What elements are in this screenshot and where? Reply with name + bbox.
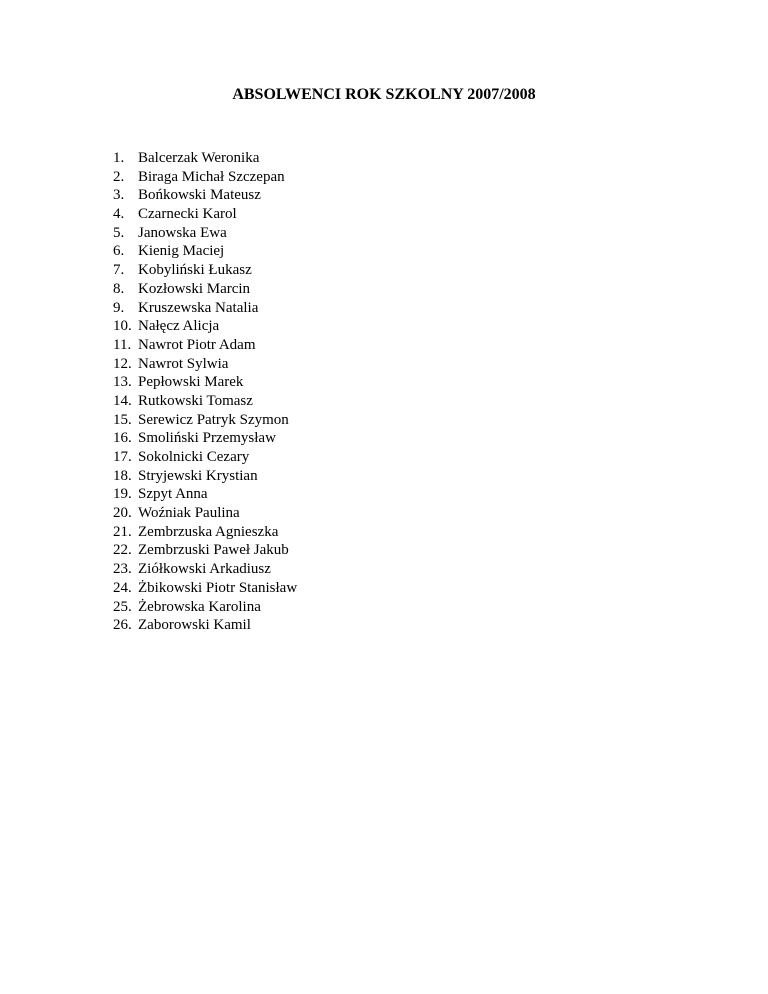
item-name: Serewicz Patryk Szymon [138,411,289,428]
item-name: Janowska Ewa [138,224,227,241]
list-item [113,280,297,299]
list-item [113,448,297,467]
list-item [113,336,297,355]
item-name: Żebrowska Karolina [138,598,261,615]
list-item [113,205,297,224]
item-name: Kruszewska Natalia [138,299,259,316]
list-item [113,149,297,168]
item-name: Kozłowski Marcin [138,280,251,297]
item-name: Zembrzuski Paweł Jakub [138,542,289,559]
item-name: Stryjewski Krystian [138,467,258,484]
item-number: 7. [113,262,125,279]
document-title: ABSOLWENCI ROK SZKOLNY 2007/2008 [232,86,536,103]
item-name: Sokolnicki Cezary [138,449,250,465]
item-name: Szpyt Anna [138,486,208,503]
item-number: 23. [113,561,132,578]
item-name: Kienig Maciej [138,243,225,260]
item-name: Żbikowski Piotr Stanisław [138,579,298,596]
list-item [113,598,297,617]
item-number: 12. [113,355,132,372]
item-number: 10. [113,318,132,335]
list-item [113,467,297,486]
list-item [113,392,297,411]
item-number: 22. [113,542,132,559]
item-name: Pepłowski Marek [138,374,244,391]
item-number: 18. [113,467,132,484]
item-name: Nałęcz Alicja [138,318,220,335]
item-number: 5. [113,224,125,241]
list-item [113,355,297,374]
graduates-list [113,149,297,635]
item-number: 14. [113,392,132,409]
item-number: 21. [113,523,132,540]
item-number: 24. [113,579,132,596]
list-item [113,242,297,261]
list-item [113,261,297,280]
item-name: Czarnecki Karol [138,206,237,223]
item-number: 9. [113,299,125,316]
item-number: 15. [113,411,132,428]
item-number: 1. [113,150,125,166]
item-name: Smoliński Przemysław [138,430,276,447]
item-number: 8. [113,280,125,297]
item-name: Rutkowski Tomasz [138,392,253,409]
item-name: Nawrot Sylwia [138,355,229,372]
item-number: 3. [113,187,125,204]
item-name: Ziółkowski Arkadiusz [138,561,271,578]
list-item [113,616,297,635]
item-name: Woźniak Paulina [138,505,240,522]
item-number: 20. [113,505,132,522]
list-item [113,541,297,560]
list-item [113,560,297,579]
item-number: 13. [113,374,132,391]
item-number: 6. [113,243,125,260]
list-item [113,429,297,448]
list-item [113,373,297,392]
item-name: Kobyliński Łukasz [138,262,252,279]
item-name: Biraga Michał Szczepan [138,168,285,185]
list-item [113,317,297,336]
list-item [113,504,297,523]
item-number: 25. [113,598,132,615]
list-item [113,299,297,318]
item-name: Zembrzuska Agnieszka [138,523,279,540]
item-number: 26. [113,617,132,634]
item-number: 17. [113,449,132,465]
item-number: 2. [113,168,125,185]
list-item [113,186,297,205]
item-name: Zaborowski Kamil [138,617,251,634]
list-item [113,523,297,542]
list-item [113,579,297,598]
list-item [113,411,297,430]
item-number: 4. [113,206,125,223]
list-item [113,168,297,187]
list-item [113,485,297,504]
item-name: Bońkowski Mateusz [138,187,261,204]
list-item [113,224,297,243]
item-number: 16. [113,430,132,447]
item-name: Balcerzak Weronika [138,150,260,166]
item-name: Nawrot Piotr Adam [138,336,256,353]
item-number: 19. [113,486,132,503]
item-number: 11. [113,336,132,353]
